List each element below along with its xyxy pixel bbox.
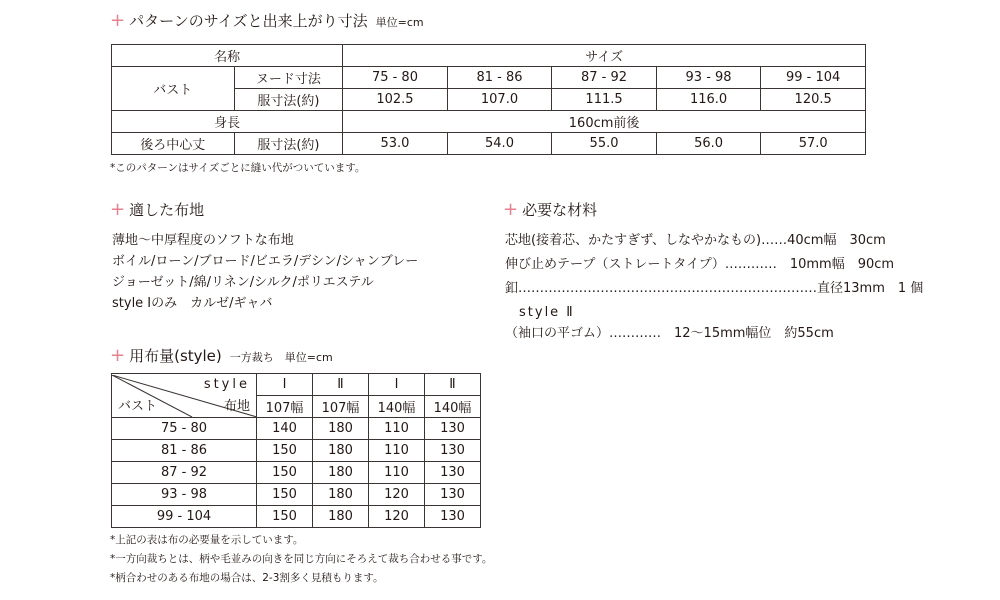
table-row: [112, 462, 481, 484]
back-value-cell: 56.0: [656, 133, 761, 155]
pattern-note: [110, 159, 365, 178]
value-cell: 180: [313, 440, 369, 462]
plus-icon: +: [503, 199, 519, 220]
value-cell: 150: [257, 440, 313, 462]
materials-heading: [503, 199, 597, 220]
fabric-line: ジョーゼット/綿/リネン/シルク/ポリエステル: [112, 275, 374, 290]
unit-label: 一方裁ち 単位=cm: [229, 351, 333, 364]
back-value-cell: 55.0: [552, 133, 657, 155]
header-size: サイズ: [343, 45, 866, 67]
value-cell: 180: [313, 462, 369, 484]
size-cell: 87 - 92: [112, 462, 257, 484]
value-cell: 130: [425, 484, 481, 506]
table-row: [112, 418, 481, 440]
height-value: 160cm前後: [343, 111, 866, 133]
header-name: 名称: [112, 45, 343, 67]
size-cell: 81 - 86: [447, 67, 552, 89]
material-line: 伸び止めテープ（ストレートタイプ）………… 10mm幅 90cm: [505, 257, 895, 272]
consumption-heading: [110, 345, 333, 366]
note-text: *このパターンはサイズごとに縫い代がついています。: [110, 162, 366, 174]
material-line: （袖口の平ゴム）………… 12〜15mm幅位 約55cm: [505, 326, 834, 341]
size-cell: 93 - 98: [656, 67, 761, 89]
size-cell: 99 - 104: [112, 506, 257, 528]
note-line: *柄合わせのある布地の場合は、2-3割多く見積もります。: [110, 572, 384, 584]
fabric-heading: [110, 199, 204, 220]
style-cell: Ⅰ: [369, 374, 425, 396]
back-value-cell: 53.0: [343, 133, 448, 155]
fabric-label: 布地: [223, 398, 250, 414]
value-cell: 150: [257, 462, 313, 484]
width-cell: 140幅: [425, 396, 481, 418]
plus-icon: +: [110, 10, 126, 31]
nude-label: ヌード寸法: [234, 67, 343, 89]
value-cell: 110: [369, 462, 425, 484]
size-cell: 81 - 86: [112, 440, 257, 462]
material-line: 芯地(接着芯、かたすぎず、しなやかなもの)……40cm幅 30cm: [505, 233, 886, 248]
width-cell: 140幅: [369, 396, 425, 418]
bust-garment-cell: 102.5: [343, 89, 448, 111]
style-cell: Ⅱ: [425, 374, 481, 396]
height-label: 身長: [112, 111, 343, 133]
table-row: [112, 506, 481, 528]
fabric-list: [112, 230, 418, 314]
note-line: *上記の表は布の必要量を示しています。: [110, 534, 304, 546]
value-cell: 110: [369, 440, 425, 462]
table-row: [112, 484, 481, 506]
bust-garment-cell: 111.5: [552, 89, 657, 111]
style-cell: Ⅱ: [313, 374, 369, 396]
style-label: style: [203, 376, 250, 392]
width-cell: 107幅: [313, 396, 369, 418]
value-cell: 120: [369, 484, 425, 506]
value-cell: 120: [369, 506, 425, 528]
note-line: *一方向裁ちとは、柄や毛並みの向きを同じ方向にそろえて裁ち合わせる事です。: [110, 553, 493, 565]
fabric-line: 薄地〜中厚程度のソフトな布地: [112, 233, 294, 248]
style2-label: style Ⅱ: [519, 305, 575, 320]
value-cell: 130: [425, 418, 481, 440]
value-cell: 130: [425, 462, 481, 484]
fabric-line: style Ⅰのみ カルゼ/ギャバ: [112, 296, 273, 311]
value-cell: 150: [257, 484, 313, 506]
fabric-line: ボイル/ローン/ブロード/ビエラ/デシン/シャンブレー: [112, 254, 419, 269]
back-length-label: 後ろ中心丈: [112, 133, 235, 155]
consumption-notes: [110, 531, 492, 588]
bust-label: バスト: [112, 67, 235, 111]
bust-label: バスト: [118, 398, 158, 414]
consumption-table: [111, 373, 481, 528]
size-cell: 75 - 80: [343, 67, 448, 89]
value-cell: 140: [257, 418, 313, 440]
size-table: [111, 44, 866, 155]
back-value-cell: 54.0: [447, 133, 552, 155]
bust-garment-cell: 116.0: [656, 89, 761, 111]
plus-icon: +: [110, 199, 126, 220]
plus-icon: +: [110, 345, 126, 366]
size-cell: 99 - 104: [761, 67, 866, 89]
back-garment-label: 服寸法(約): [234, 133, 343, 155]
table-row: [112, 440, 481, 462]
heading-text: パターンのサイズと出来上がり寸法: [129, 12, 368, 30]
bust-garment-cell: 107.0: [447, 89, 552, 111]
value-cell: 110: [369, 418, 425, 440]
heading-text: 必要な材料: [522, 201, 598, 219]
unit-label: 単位=cm: [375, 16, 424, 29]
back-value-cell: 57.0: [761, 133, 866, 155]
garment-label: 服寸法(約): [234, 89, 343, 111]
size-cell: 87 - 92: [552, 67, 657, 89]
width-cell: 107幅: [257, 396, 313, 418]
value-cell: 130: [425, 440, 481, 462]
pattern-size-heading: [110, 10, 424, 31]
diagonal-header-cell: [112, 374, 257, 418]
value-cell: 130: [425, 506, 481, 528]
materials-list: [505, 230, 923, 344]
material-line: 釦……………………………………………………………直径13mm 1 個: [505, 281, 924, 296]
style-cell: Ⅰ: [257, 374, 313, 396]
size-cell: 93 - 98: [112, 484, 257, 506]
value-cell: 180: [313, 484, 369, 506]
heading-text: 適した布地: [129, 201, 205, 219]
value-cell: 180: [313, 506, 369, 528]
value-cell: 180: [313, 418, 369, 440]
value-cell: 150: [257, 506, 313, 528]
heading-text: 用布量(style): [129, 347, 222, 365]
bust-garment-cell: 120.5: [761, 89, 866, 111]
size-cell: 75 - 80: [112, 418, 257, 440]
